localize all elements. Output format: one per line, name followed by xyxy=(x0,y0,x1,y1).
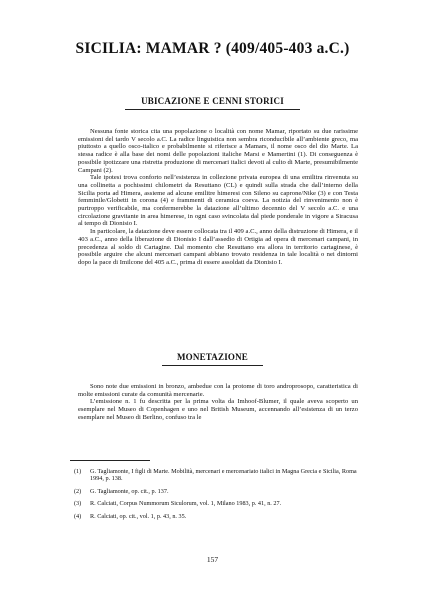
section-heading-ubicazione: UBICAZIONE E CENNI STORICI xyxy=(141,96,284,106)
section-body-monetazione xyxy=(78,383,358,422)
paragraph: In particolare, la datazione deve essere collocata tra il 409 a.C., anno della distruzione di Himera, e il 403 a.C., anno della liberazione di Dionisio I dall’assedio di Ortigia ad opera di mercenari campani, in precedenza al soldo di Cartagine. Dal momento che Resuttano era allora in territorio cartaginese, è possibile arguire che alcuni mercenari campani abbiano trovato residenza in tale località o nei dintorni dopo la pace di Imilcone del 405 a.C., prima di essere assoldati da Dionisio I. xyxy=(78,228,358,266)
paragraph: Nessuna fonte storica cita una popolazione o località con nome Mamar, riportato su due rarissime emissioni del tardo V secolo a.C. La radice linguistica non sembra riconducibile all’ambiente greco, ma piuttosto a quello osco-italico e probabilmente si riferisce a Mamars, il nome osco del dio Marte. La stessa radice è alla base dei nomi delle popolazioni italiche Marsi e Mamertini (1). Di conseguenza è possibile ipotizzare una ristretta produzione di mercenari italici devoti al culto di Marte, presumibilmente Campani (2). xyxy=(78,128,358,174)
footnote-number: (2) xyxy=(74,487,82,495)
footnote-text: R. Calciati, op. cit., vol. 1, p. 43, n. 35. xyxy=(90,512,187,520)
paragraph: Sono note due emissioni in bronzo, ambedue con la protome di toro androprosopo, caratteristica di molte emissioni curate da comunità mercenarie. xyxy=(78,383,358,398)
footnote-number: (4) xyxy=(74,512,82,520)
footnote xyxy=(74,488,364,495)
footnote-number: (1) xyxy=(74,468,82,475)
page-title: SICILIA: MAMAR ? (409/405-403 a.C.) xyxy=(75,40,350,57)
paragraph: L’emissione n. 1 fu descritta per la prima volta da Imhoof-Blumer, il quale aveva scoperto un esemplare nel Museo di Copenhagen e uno nel British Museum, accennando all’esistenza di un terzo esemplare nel Museo di Berlino, confuso tra le xyxy=(78,398,358,421)
footnote xyxy=(74,513,364,520)
section-heading-underline xyxy=(162,365,263,366)
section-body-ubicazione xyxy=(78,128,358,267)
footnotes xyxy=(74,468,364,525)
footnote-text: R. Calciati, Corpus Nummorum Siculorum, vol. 1, Milano 1983, p. 41, n. 27. xyxy=(90,500,282,508)
page-number: 157 xyxy=(206,555,219,564)
footnote-text: G. Tagliamonte, op. cit., p. 137. xyxy=(90,487,169,495)
section-heading-underline xyxy=(125,109,300,110)
footnote xyxy=(74,468,364,483)
footnote-text: G. Tagliamonte, I figli di Marte. Mobilità, mercenari e mercenariato italici in Magna Grecia e Sicilia, Roma 1994, p. 138. xyxy=(90,468,357,483)
section-heading-monetazione: MONETAZIONE xyxy=(176,352,249,362)
paragraph: Tale ipotesi trova conforto nell’esistenza in collezione privata europea di una emilitra rinvenuta su una collinetta a pochissimi chilometri da Resuttano (CL) e quindi sulla strada che dall’interno della Sicilia porta ad Himera, assieme ad alcune emilitre himeresi con Sileno su caprone/Nike (3) e con Testa femminile/Globetti in corona (4) e frammenti di ceramica coeva. La notizia del rinvenimento non è purtroppo verificabile, ma confermerebbe la datazione all’ultimo decennio del V secolo a.C. e una circolazione gravitante in area himerese, in ogni caso svincolata dal piede ponderale in vigore a Siracusa al tempo di Dionisio I. xyxy=(78,174,358,228)
footnote xyxy=(74,500,364,507)
footnote-number: (3) xyxy=(74,500,82,508)
footnote-separator xyxy=(70,460,150,461)
